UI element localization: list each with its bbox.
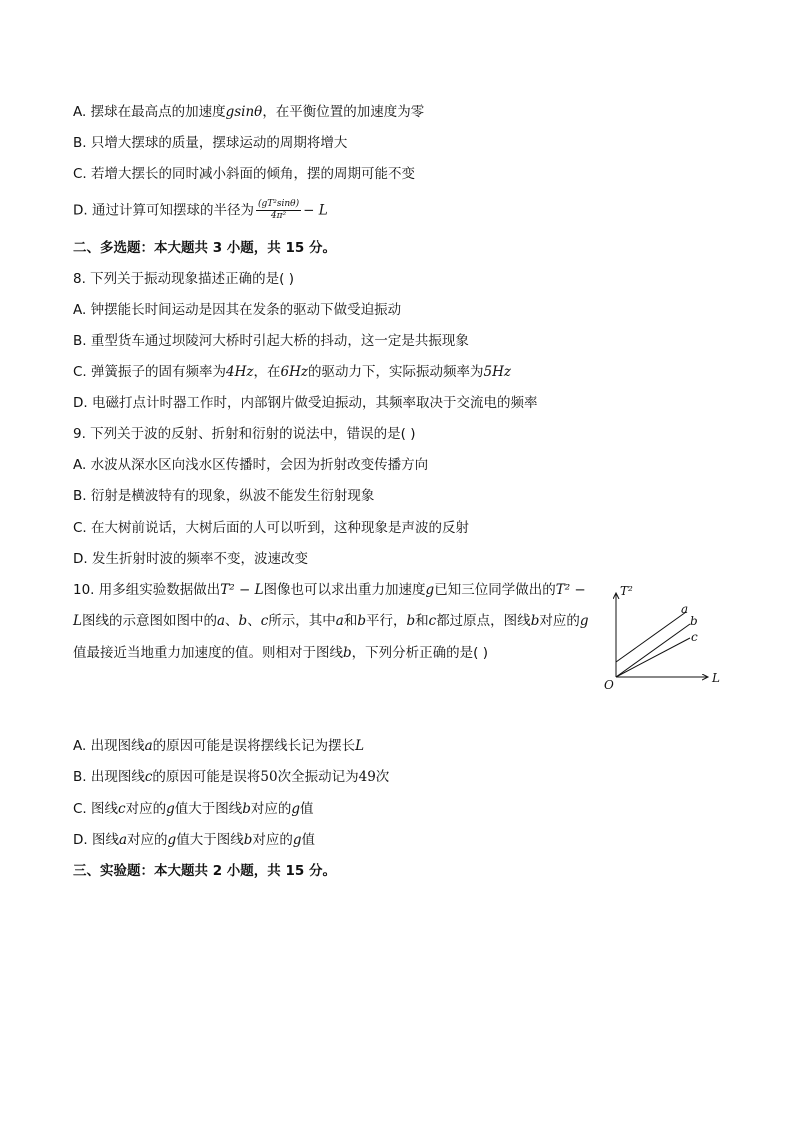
section-heading-multiple-choice: 二、多选题：本大题共 3 小题，共 15 分。 [73, 240, 336, 256]
q7-option-b: B. 只增大摆球的质量，摆球运动的周期将增大 [73, 135, 348, 151]
q9-option-d: D. 发生折射时波的频率不变，波速改变 [73, 551, 308, 567]
q8-option-a: A. 钟摆能长时间运动是因其在发条的驱动下做受迫振动 [73, 302, 402, 318]
q10-stem-line-3: 值最接近当地重力加速度的值。则相对于图线b，下列分析正确的是( ) [73, 645, 488, 661]
q10-option-b: B. 出现图线c的原因可能是误将50次全振动记为49次 [73, 769, 390, 785]
q9-option-c: C. 在大树前说话，大树后面的人可以听到，这种现象是声波的反射 [73, 520, 470, 536]
graph-label-c: c [691, 630, 698, 644]
q10-stem-line-1: 10. 用多组实验数据做出T² − L图像也可以求出重力加速度g已知三位同学做出的T² − [73, 582, 586, 598]
q9-option-b: B. 衍射是横波特有的现象，纵波不能发生衍射现象 [73, 488, 375, 504]
q8-option-d: D. 电磁打点计时器工作时，内部钢片做受迫振动，其频率取决于交流电的频率 [73, 395, 538, 411]
q8-option-b: B. 重型货车通过坝陵河大桥时引起大桥的抖动，这一定是共振现象 [73, 333, 469, 349]
q9-stem: 9. 下列关于波的反射、折射和衍射的说法中，错误的是( ) [73, 426, 416, 442]
graph-line-a [616, 612, 686, 662]
q10-option-c: C. 图线c对应的g值大于图线b对应的g值 [73, 801, 314, 817]
q8-stem: 8. 下列关于振动现象描述正确的是( ) [73, 271, 294, 287]
graph-label-a: a [681, 602, 689, 616]
q7-option-d: D. 通过计算可知摆球的半径为 $\frac{\text{(gT²sinθ)}}{\text{4π²}}$ − L [73, 199, 328, 221]
q9-option-a: A. 水波从深水区向浅水区传播时，会因为折射改变传播方向 [73, 457, 429, 473]
t2-l-graph [598, 583, 728, 693]
graph-label-b: b [690, 614, 698, 628]
graph-line-b [616, 624, 690, 677]
graph-line-c [616, 638, 690, 677]
q10-option-a: A. 出现图线a的原因可能是误将摆线长记为摆长L [73, 738, 365, 754]
section-heading-experiment: 三、实验题：本大题共 2 小题，共 15 分。 [73, 863, 336, 879]
radius-fraction: $\frac{\text{(gT²sinθ)}}{\text{4π²}}$ [257, 199, 300, 221]
y-axis-label: T² [620, 584, 633, 598]
origin-label: O [604, 678, 614, 692]
x-axis-label: L [712, 671, 720, 685]
q7-option-c: C. 若增大摆长的同时减小斜面的倾角，摆的周期可能不变 [73, 166, 416, 182]
q7-option-a: A. 摆球在最高点的加速度gsinθ，在平衡位置的加速度为零 [73, 104, 425, 120]
q8-option-c: C. 弹簧振子的固有频率为4Hz，在6Hz的驱动力下，实际振动频率为5Hz [73, 364, 511, 380]
q10-stem-line-2: L图线的示意图如图中的a、b、c所示，其中a和b平行，b和c都过原点，图线b对应的g [73, 613, 589, 629]
q10-option-d: D. 图线a对应的g值大于图线b对应的g值 [73, 832, 316, 848]
